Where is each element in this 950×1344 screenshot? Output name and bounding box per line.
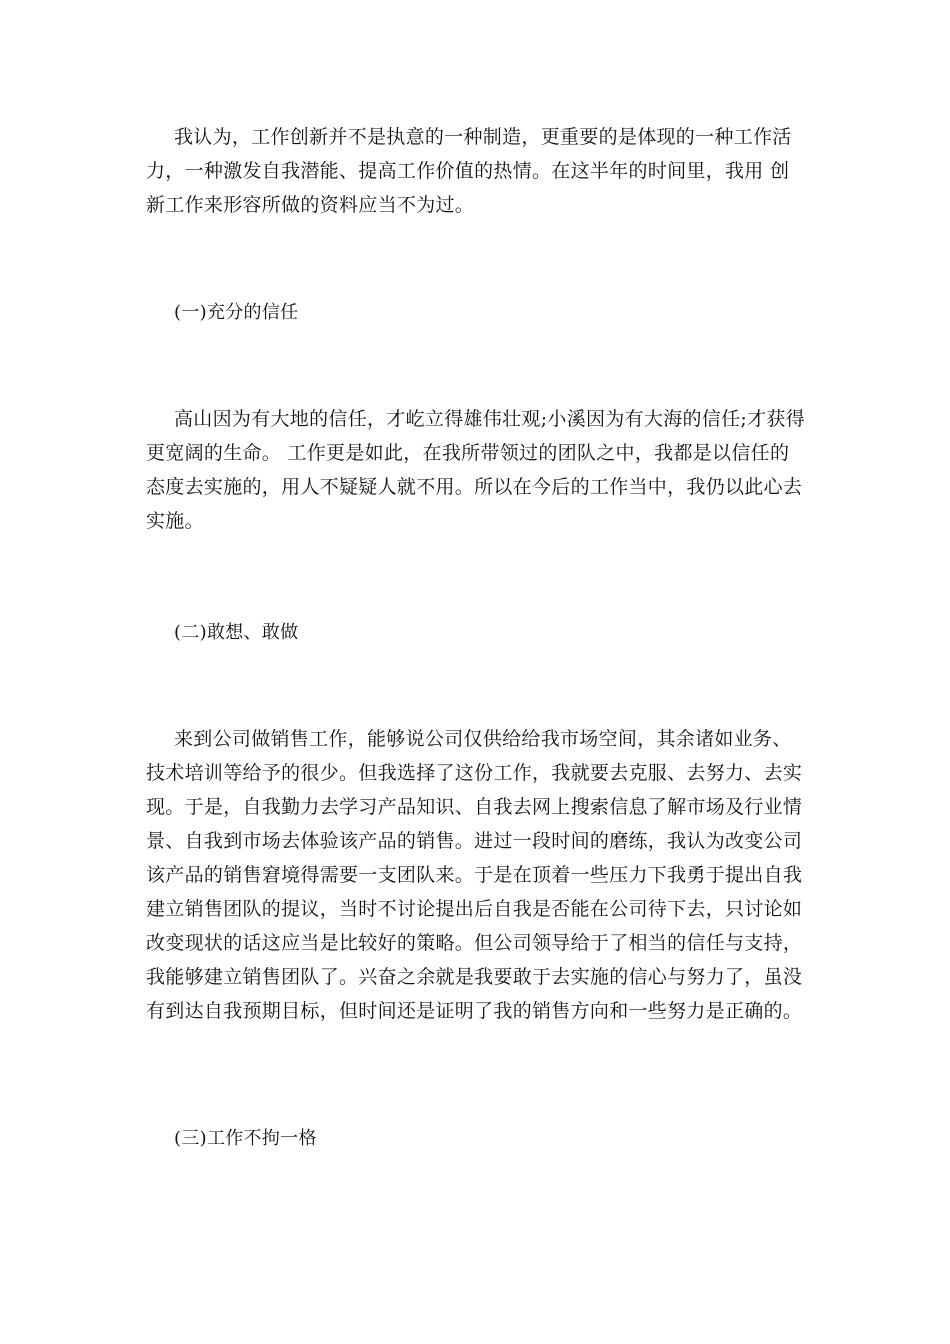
section-body-trust: 高山因为有大地的信任，才屹立得雄伟壮观;小溪因为有大海的信任;才获得更宽阔的生命。 工作更是如此，在我所带领过的团队之中，我都是以信任的态度去实施的，用人不疑疑人就不用。所以在今后的工作当中，我仍以此心去实施。 [146,408,806,532]
intro-paragraph: 我认为，工作创新并不是执意的一种制造，更重要的是体现的一种工作活力，一种激发自我潜能、提高工作价值的热情。在这半年的时间里，我用 创新工作来形容所做的资料应当不为过。 [146,126,792,216]
section-heading-trust: (一)充分的信任 [174,302,299,323]
section-body-dare: 来到公司做销售工作，能够说公司仅供给给我市场空间，其余诸如业务、技术培训等给予的很少。但我选择了这份工作，我就要去克服、去努力、去实现。于是，自我勤力去学习产品知识、自我去网上搜索信息了解市场及行业情景、自我到市场去体验该产品的销售。进过一段时间的磨练，我认为改变公司该产品的销售窘境得需要一支团队来。于是在顶着一些压力下我勇于提出自我建立销售团队的提议，当时不讨论提出后自我是否能在公司待下去，只讨论如改变现状的话这应当是比较好的策略。但公司领导给于了相当的信任与支持，我能够建立销售团队了。兴奋之余就是我要敢于去实施的信心与努力了，虽没有到达自我预期目标，但时间还是证明了我的销售方向和一些努力是正确的。 [146,728,803,1022]
section-heading-unconventional: (三)工作不拘一格 [174,1128,317,1149]
section-heading-dare: (二)敢想、敢做 [174,622,299,643]
